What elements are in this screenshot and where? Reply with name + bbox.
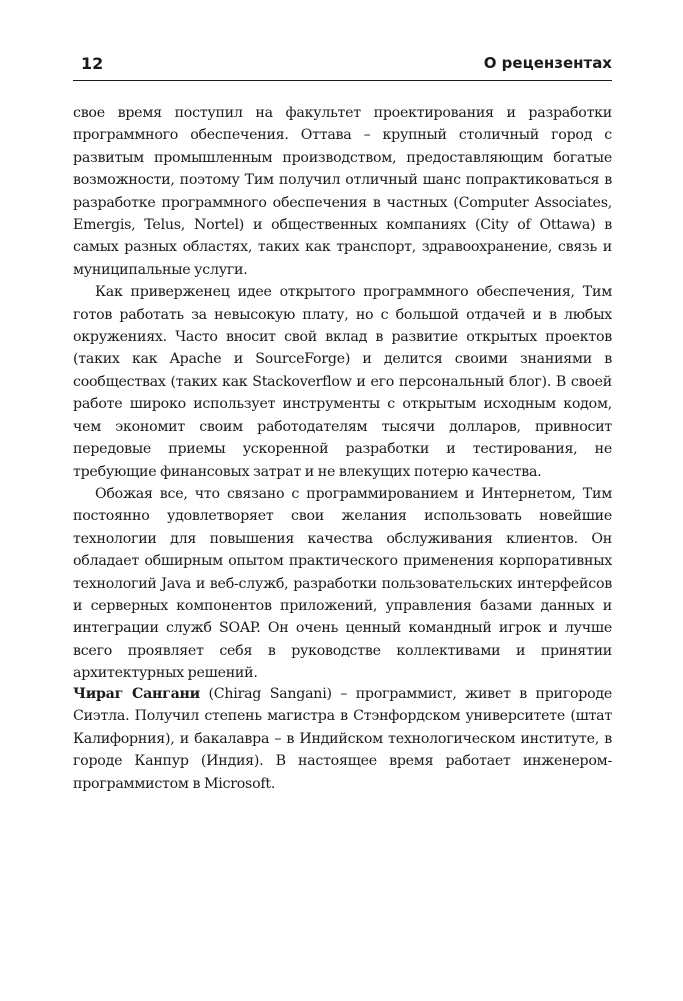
paragraph: Обожая все, что связано с программированием и Интернетом, Тим постоянно удовлетворяет свои желания использовать новейшие технологии для повышения качества обслуживания клиентов. Он обладает обширным опытом практического применения корпоративных технологий Java и веб-служб, разработки пользовательских интерфейсов и серверных компонентов приложений, управления базами данных и интеграции служб SOAP. Он очень ценный командный игрок и лучше всего проявляет себя в руководстве коллективами и принятии архитектурных решений.	[73, 485, 612, 682]
section-title: О рецензентах	[483, 54, 612, 72]
bio-description: (Chirag Sangani) – программист, живет в пригороде Сиэтла. Получил степень магистра в Стэнфордском университете (штат Калифорния), и бакалавра – в Индийском технологическом институте, в городе Канпур (Индия). В настоящее время работает инженером-программистом в Microsoft.	[73, 686, 612, 792]
reviewer-continuation-text	[73, 102, 612, 685]
running-head	[73, 54, 612, 81]
paragraph: свое время поступил на факультет проектирования и разработки программного обеспечения. Оттава – крупный столичный город с развитым промышленным производством, предоставляющим богатые возможности, поэтому Тим получил отличный шанс попрактиковаться в разработке программного обеспечения в частных (Computer Associates, Emergis, Telus, Nortel) и общественных компаниях (City of Ottawa) в самых разных областях, таких как транспорт, здравоохранение, связь и муниципальные услуги.	[73, 105, 612, 278]
page-number: 12	[81, 54, 104, 73]
bio-paragraph	[73, 683, 612, 795]
reviewer-name: Чираг Сангани	[73, 686, 200, 702]
paragraph: Как приверженец идее открытого программного обеспечения, Тим готов работать за невысокую плату, но с большой отдачей и в любых окружениях. Часто вносит свой вклад в развитие открытых проектов (таких как Apache и SourceForge) и делится своими знаниями в сообществах (таких как Stackoverflow и его персональный блог). В своей работе широко использует инструменты с открытым исходным кодом, чем экономит своим работодателям тысячи долларов, привносит передовые приемы ускоренной разработки и тестирования, не требующие финансовых затрат и не влекущих потерю качества.	[73, 284, 612, 480]
reviewer-bio	[73, 683, 612, 795]
